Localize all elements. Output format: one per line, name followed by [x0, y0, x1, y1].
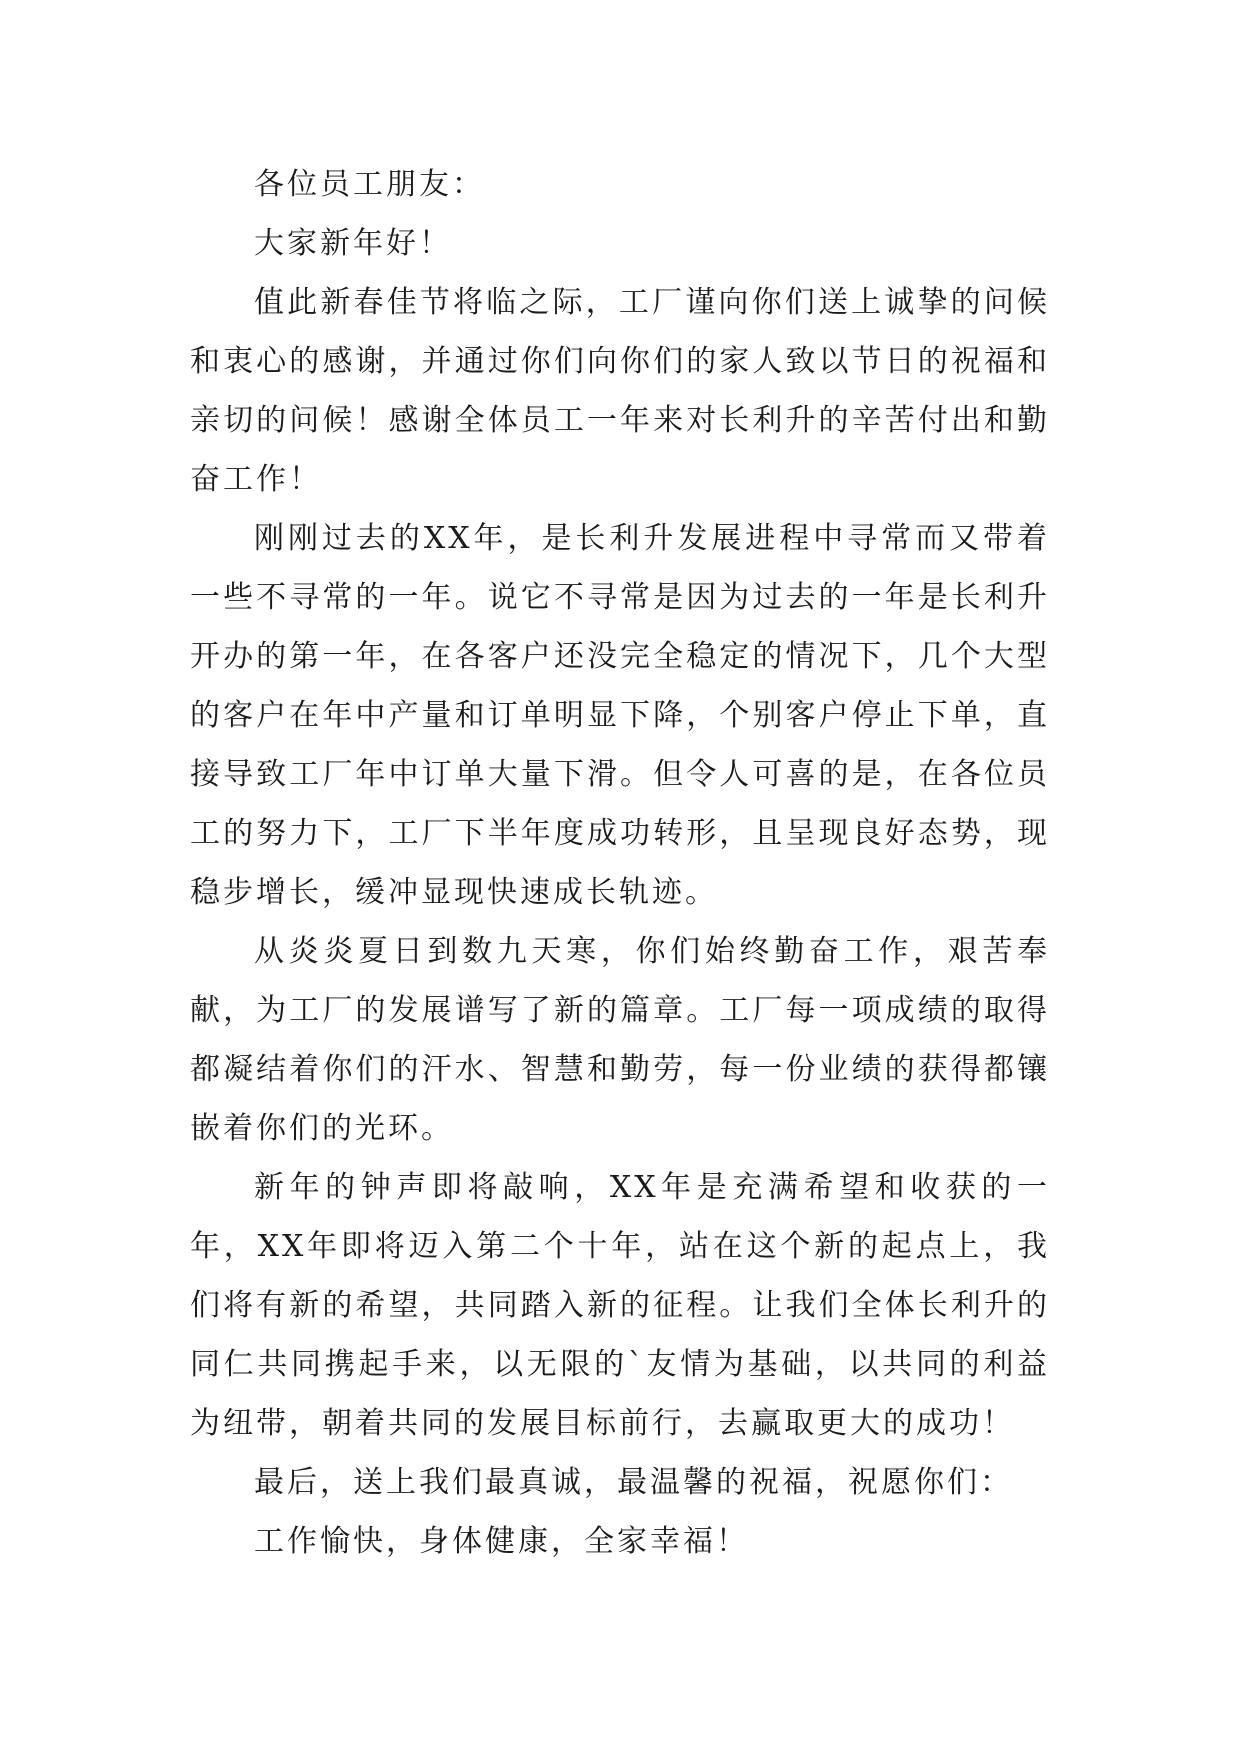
paragraph-1: 值此新春佳节将临之际，工厂谨向你们送上诚挚的问候和衷心的感谢，并通过你们向你们的家人致以节日的祝福和亲切的问候！感谢全体员工一年来对长利升的辛苦付出和勤奋工作！: [190, 285, 1050, 497]
greeting: 大家新年好！: [254, 226, 452, 261]
paragraph-3: 从炎炎夏日到数九天寒，你们始终勤奋工作，艰苦奉献，为工厂的发展谱写了新的篇章。工厂每一项成绩的取得都凝结着你们的汗水、智慧和勤劳，每一份业绩的获得都镶嵌着你们的光环。: [190, 934, 1050, 1146]
paragraph-4: 新年的钟声即将敲响，XX年是充满希望和收获的一年，XX年即将迈入第二个十年，站在这个新的起点上，我们将有新的希望，共同踏入新的征程。让我们全体长利升的同仁共同携起手来，以无限的`友情为基础，以共同的利益为纽带，朝着共同的发展目标前行，去赢取更大的成功！: [190, 1170, 1050, 1441]
letter-body: [190, 155, 1050, 1571]
salutation: 各位员工朋友：: [254, 167, 485, 202]
paragraph-2: 刚刚过去的XX年，是长利升发展进程中寻常而又带着一些不寻常的一年。说它不寻常是因为过去的一年是长利升开办的第一年，在各客户还没完全稳定的情况下，几个大型的客户在年中产量和订单明显下降，个别客户停止下单，直接导致工厂年中订单大量下滑。但令人可喜的是，在各位员工的努力下，工厂下半年度成功转形，且呈现良好态势，现稳步增长，缓冲显现快速成长轨迹。: [190, 521, 1050, 910]
closing-wish: 工作愉快，身体健康，全家幸福！: [254, 1524, 749, 1559]
paragraph-5: 最后，送上我们最真诚，最温馨的祝福，祝愿你们：: [254, 1465, 1013, 1500]
